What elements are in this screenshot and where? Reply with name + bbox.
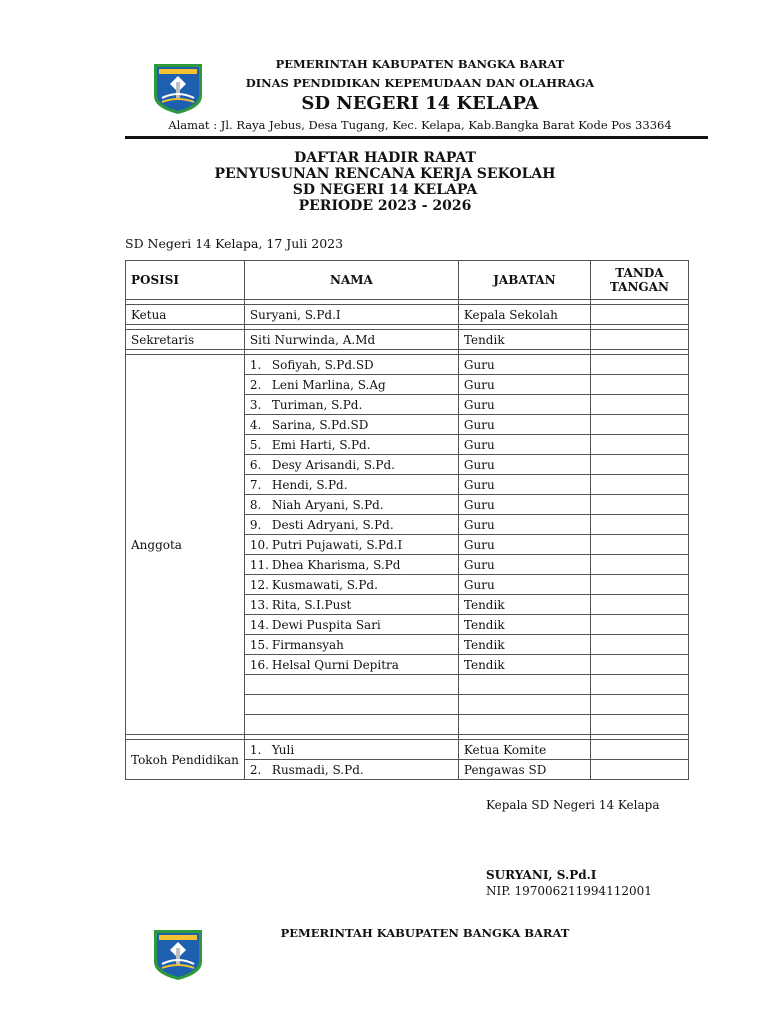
letterhead-address: Alamat : Jl. Raya Jebus, Desa Tugang, Kec. Kelapa, Kab.Bangka Barat Kode Pos 33364	[168, 118, 672, 132]
signature-cell	[590, 695, 688, 715]
jabatan-cell	[458, 695, 590, 715]
row-number: 10.	[249, 537, 269, 552]
letterhead-department: DINAS PENDIDIKAN KEPEMUDAAN DAN OLAHRAGA	[245, 76, 595, 90]
header-ttd-line2: TANGAN	[609, 280, 669, 294]
jabatan-cell: Ketua Komite	[458, 740, 590, 760]
row-number: 14.	[249, 617, 269, 632]
nama-cell	[244, 495, 458, 515]
row-name: Leni Marlina, S.Ag	[271, 377, 386, 392]
signature-cell	[590, 330, 688, 350]
place-date: SD Negeri 14 Kelapa, 17 Juli 2023	[125, 236, 344, 251]
signature-cell	[590, 595, 688, 615]
attendance-table	[125, 260, 689, 780]
header-ttd-line1: TANDA	[615, 266, 664, 280]
nama-cell: Siti Nurwinda, A.Md	[244, 330, 458, 350]
document-school: SD NEGERI 14 KELAPA	[292, 182, 478, 198]
row-name: Rita, S.I.Pust	[271, 597, 352, 612]
signature-cell	[590, 675, 688, 695]
row-name: Desti Adryani, S.Pd.	[271, 517, 394, 532]
row-name: Turiman, S.Pd.	[271, 397, 363, 412]
row-number: 11.	[249, 557, 269, 572]
nama-cell	[244, 535, 458, 555]
jabatan-cell: Guru	[458, 435, 590, 455]
jabatan-cell: Tendik	[458, 635, 590, 655]
header-tanda-tangan	[590, 261, 688, 300]
signature-cell	[590, 455, 688, 475]
signature-cell	[590, 475, 688, 495]
row-name: Yuli	[271, 742, 295, 757]
row-number: 2.	[249, 762, 262, 777]
row-name: Desy Arisandi, S.Pd.	[271, 457, 395, 472]
row-name: Putri Pujawati, S.Pd.I	[271, 537, 403, 552]
nama-cell	[244, 435, 458, 455]
nama-cell	[244, 675, 458, 695]
letterhead-government: PEMERINTAH KABUPATEN BANGKA BARAT	[275, 57, 565, 71]
nama-cell	[244, 595, 458, 615]
table-row-ketua	[126, 305, 689, 325]
jabatan-cell: Guru	[458, 495, 590, 515]
document-title: DAFTAR HADIR RAPAT	[294, 150, 476, 166]
row-name: Sarina, S.Pd.SD	[271, 417, 369, 432]
signature-cell	[590, 535, 688, 555]
jabatan-cell: Guru	[458, 395, 590, 415]
row-number: 9.	[249, 517, 262, 532]
nama-cell: Suryani, S.Pd.I	[244, 305, 458, 325]
jabatan-cell: Tendik	[458, 615, 590, 635]
posisi-tokoh-pendidikan: Tokoh Pendidikan	[126, 740, 245, 780]
nama-cell	[244, 655, 458, 675]
row-number: 2.	[249, 377, 262, 392]
nama-cell	[244, 515, 458, 535]
signature-cell	[590, 740, 688, 760]
jabatan-cell: Guru	[458, 455, 590, 475]
signature-nip: NIP. 197006211994112001	[486, 884, 652, 898]
letterhead-school-name: SD NEGERI 14 KELAPA	[301, 93, 539, 114]
jabatan-cell: Tendik	[458, 655, 590, 675]
signature-cell	[590, 515, 688, 535]
posisi-cell: Sekretaris	[126, 330, 245, 350]
row-number: 16.	[249, 657, 269, 672]
header-posisi: POSISI	[126, 261, 245, 300]
row-name: Rusmadi, S.Pd.	[271, 762, 364, 777]
nama-cell	[244, 635, 458, 655]
nama-cell	[244, 415, 458, 435]
jabatan-cell: Guru	[458, 415, 590, 435]
signature-cell	[590, 615, 688, 635]
row-number: 13.	[249, 597, 269, 612]
row-number: 7.	[249, 477, 262, 492]
signature-cell	[590, 305, 688, 325]
nama-cell	[244, 355, 458, 375]
row-number: 1.	[249, 357, 262, 372]
nama-cell	[244, 375, 458, 395]
nama-cell	[244, 475, 458, 495]
row-number: 15.	[249, 637, 269, 652]
nama-cell	[244, 575, 458, 595]
row-name: Firmansyah	[271, 637, 344, 652]
posisi-anggota: Anggota	[126, 355, 245, 735]
jabatan-cell: Tendik	[458, 595, 590, 615]
row-number: 3.	[249, 397, 262, 412]
jabatan-cell: Kepala Sekolah	[458, 305, 590, 325]
table-row	[126, 355, 689, 375]
jabatan-cell: Guru	[458, 375, 590, 395]
table-row	[126, 740, 689, 760]
jabatan-cell: Guru	[458, 555, 590, 575]
jabatan-cell	[458, 715, 590, 735]
signature-cell	[590, 495, 688, 515]
signature-cell	[590, 555, 688, 575]
posisi-cell: Ketua	[126, 305, 245, 325]
nama-cell	[244, 455, 458, 475]
signature-title: Kepala SD Negeri 14 Kelapa	[486, 798, 660, 812]
row-name: Kusmawati, S.Pd.	[271, 577, 378, 592]
jabatan-cell: Guru	[458, 355, 590, 375]
jabatan-cell: Guru	[458, 575, 590, 595]
table-header-row	[126, 261, 689, 300]
row-name: Emi Harti, S.Pd.	[271, 437, 371, 452]
row-name: Hendi, S.Pd.	[271, 477, 348, 492]
jabatan-cell: Guru	[458, 515, 590, 535]
signature-cell	[590, 395, 688, 415]
header-nama: NAMA	[244, 261, 458, 300]
jabatan-cell: Guru	[458, 535, 590, 555]
signature-name: SURYANI, S.Pd.I	[486, 868, 597, 882]
nama-cell	[244, 740, 458, 760]
document-period: PERIODE 2023 - 2026	[298, 198, 472, 214]
signature-cell	[590, 635, 688, 655]
row-number: 1.	[249, 742, 262, 757]
signature-cell	[590, 355, 688, 375]
letterhead-divider	[125, 136, 708, 139]
jabatan-cell: Tendik	[458, 330, 590, 350]
nama-cell	[244, 615, 458, 635]
row-number: 8.	[249, 497, 262, 512]
signature-cell	[590, 655, 688, 675]
row-number: 4.	[249, 417, 262, 432]
table-row-sekretaris	[126, 330, 689, 350]
row-name: Dewi Puspita Sari	[271, 617, 381, 632]
nama-cell	[244, 760, 458, 780]
row-name: Helsal Qurni Depitra	[271, 657, 399, 672]
nama-cell	[244, 695, 458, 715]
document-subtitle: PENYUSUNAN RENCANA KERJA SEKOLAH	[214, 166, 556, 182]
next-page-letterhead: PEMERINTAH KABUPATEN BANGKA BARAT	[280, 926, 570, 940]
row-number: 5.	[249, 437, 262, 452]
signature-cell	[590, 435, 688, 455]
bangka-barat-emblem-icon	[150, 926, 206, 982]
jabatan-cell: Pengawas SD	[458, 760, 590, 780]
row-number: 12.	[249, 577, 269, 592]
signature-cell	[590, 715, 688, 735]
header-jabatan: JABATAN	[458, 261, 590, 300]
row-name: Sofiyah, S.Pd.SD	[271, 357, 374, 372]
signature-cell	[590, 575, 688, 595]
jabatan-cell	[458, 675, 590, 695]
nama-cell	[244, 715, 458, 735]
signature-cell	[590, 760, 688, 780]
nama-cell	[244, 555, 458, 575]
signature-cell	[590, 415, 688, 435]
jabatan-cell: Guru	[458, 475, 590, 495]
row-name: Dhea Kharisma, S.Pd	[271, 557, 401, 572]
row-name: Niah Aryani, S.Pd.	[271, 497, 384, 512]
row-number: 6.	[249, 457, 262, 472]
signature-cell	[590, 375, 688, 395]
nama-cell	[244, 395, 458, 415]
